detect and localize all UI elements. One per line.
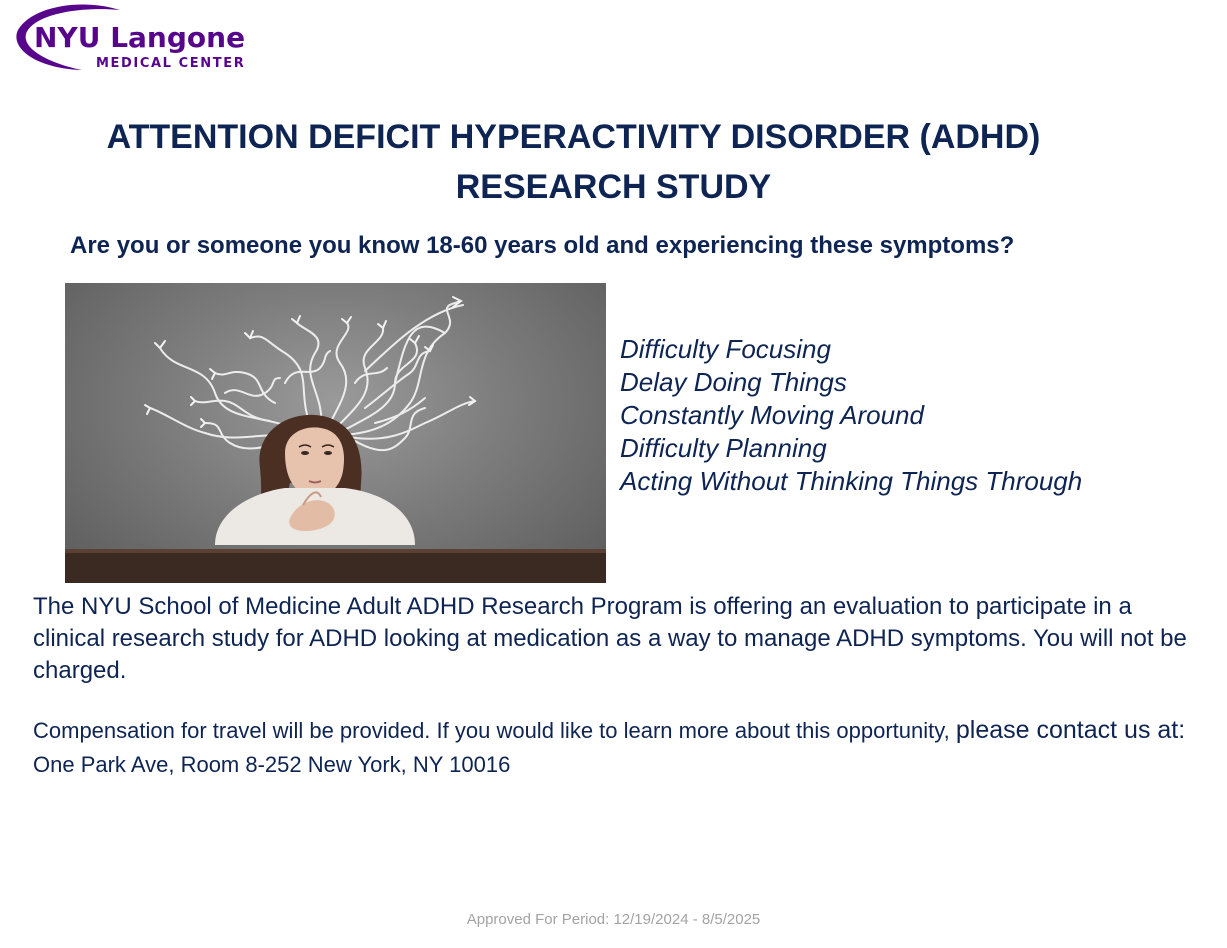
contact-info	[33, 713, 1203, 782]
eligibility-question: Are you or someone you know 18-60 years old and experiencing these symptoms?	[70, 232, 1015, 259]
page-title	[0, 112, 1227, 212]
compensation-text: Compensation for travel will be provided. If you would like to learn more about this opportunity,	[33, 718, 950, 743]
symptom-item: Acting Without Thinking Things Through	[620, 466, 1083, 496]
symptom-item: Constantly Moving Around	[620, 400, 924, 430]
symptom-item: Difficulty Focusing	[620, 334, 831, 364]
approval-period: Approved For Period: 12/19/2024 - 8/5/2025	[466, 911, 761, 928]
nyu-langone-logo	[12, 2, 292, 74]
symptom-list	[620, 333, 1082, 498]
study-description: The NYU School of Medicine Adult ADHD Research Program is offering an evaluation to participate in a clinical research study for ADHD looking at medication as a way to manage ADHD symptoms. You will not be charged.	[33, 593, 1187, 684]
symptom-item: Difficulty Planning	[620, 433, 827, 463]
symptom-item: Delay Doing Things	[620, 367, 847, 397]
contact-prefix: please contact us at:	[955, 716, 1186, 744]
logo-name: NYU Langone	[34, 21, 246, 54]
thought-arrows-illustration	[65, 283, 606, 583]
title-line-2: RESEARCH STUDY	[455, 168, 772, 206]
title-line-1: ATTENTION DEFICIT HYPERACTIVITY DISORDER (ADHD)	[106, 118, 1041, 156]
contact-address: One Park Ave, Room 8-252 New York, NY 10016	[33, 752, 511, 777]
woman-thinking-photo	[65, 283, 606, 583]
logo-subtitle: MEDICAL CENTER	[96, 56, 246, 71]
